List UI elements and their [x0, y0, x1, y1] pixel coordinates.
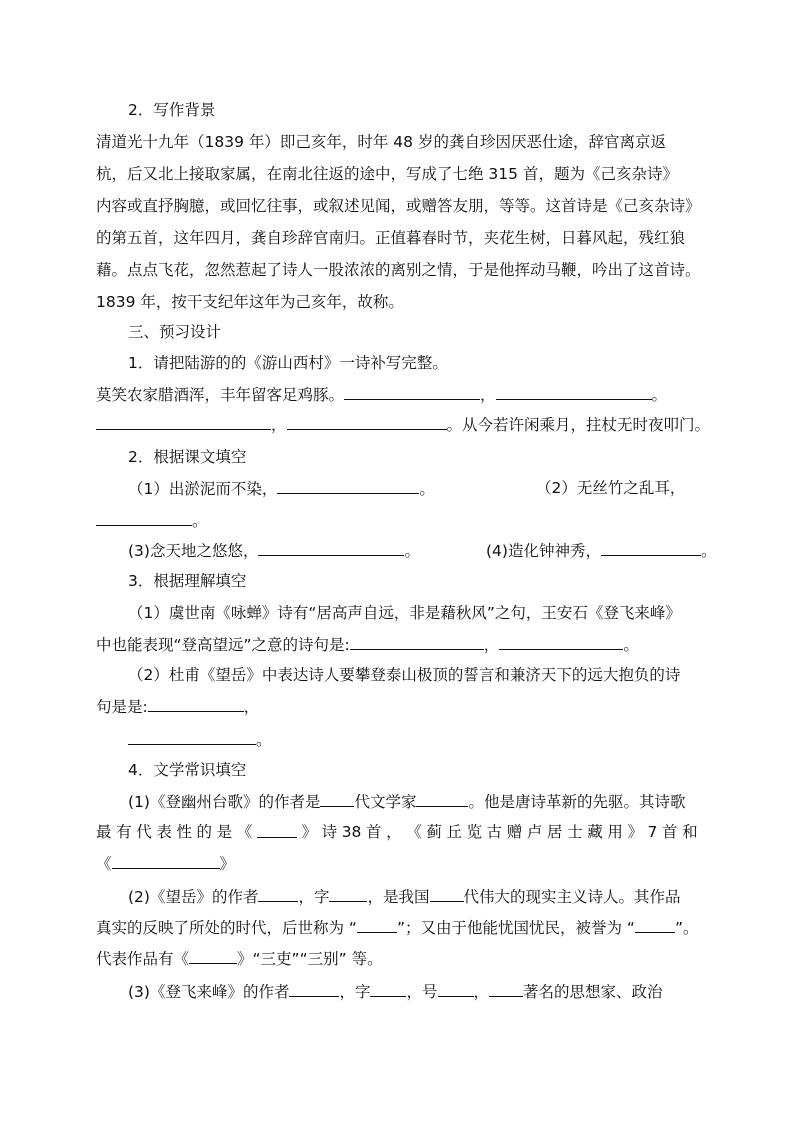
- question-4-b-line-1: [128, 886, 681, 906]
- comma: ，: [271, 416, 287, 434]
- paragraph-line: 杭，后又北上接取家属，在南北往返的途中，写成了七绝 315 首，题为《己亥杂诗》: [96, 165, 678, 183]
- answer-blank[interactable]: [438, 981, 474, 997]
- answer-blank[interactable]: [287, 414, 447, 430]
- answer-blank[interactable]: [96, 510, 192, 526]
- question-1-line-2: [96, 414, 710, 434]
- answer-blank[interactable]: [489, 981, 523, 997]
- question-text: ”。: [674, 919, 699, 937]
- paragraph-line: 藉。点点飞花，忽然惹起了诗人一股浓浓的离别之情，于是他挥动马鞭，吟出了这首诗。: [96, 261, 701, 279]
- question-4-a-line-2: [96, 822, 698, 842]
- question-2-item-4: [486, 540, 716, 560]
- justified-char: 卢: [526, 823, 543, 841]
- justified-char: 7: [647, 823, 658, 841]
- answer-blank[interactable]: [370, 981, 406, 997]
- period: 。: [700, 542, 717, 560]
- justified-char: 》: [627, 823, 643, 841]
- justified-char: 丘: [446, 823, 462, 841]
- justified-char: 《: [406, 823, 422, 841]
- question-1-prompt: 1．请把陆游的的《游山西村》一诗补写完整。: [128, 354, 448, 372]
- answer-blank[interactable]: [344, 384, 480, 400]
- justified-char: 首: [662, 823, 678, 841]
- answer-blank[interactable]: [430, 886, 464, 902]
- question-4-a-line-1: [128, 791, 686, 811]
- question-3-prompt: 3．根据理解填空: [128, 572, 247, 590]
- answer-blank[interactable]: [128, 729, 256, 745]
- justified-char: 代: [136, 823, 152, 841]
- justified-char: 居: [547, 823, 563, 841]
- question-2-item-2: （2）无丝竹之乱耳，: [536, 479, 686, 497]
- question-3-a-line-1: （1）虞世南《咏蝉》诗有“居高声自远，非是藉秋风”之句，王安石《登飞来峰》: [128, 604, 681, 622]
- justified-char: 览: [466, 823, 483, 841]
- question-text: 代文学家: [354, 793, 417, 811]
- question-text: 代表作品有《: [96, 950, 190, 968]
- question-text: ，是我国: [367, 888, 430, 906]
- answer-blank[interactable]: [189, 948, 237, 964]
- comma: ，: [480, 386, 496, 404]
- question-text: 中也能表现“登高望远”之意的诗句是:: [96, 636, 350, 654]
- justified-char: 38: [341, 823, 362, 841]
- justified-char: 诗: [321, 823, 338, 841]
- question-text: 》“三吏”“三别” 等。: [237, 950, 383, 968]
- justified-char: 士: [567, 823, 583, 841]
- justified-char: 赠: [506, 823, 523, 841]
- poem-text: (3)念天地之悠悠，: [128, 542, 259, 560]
- question-text: 》: [219, 855, 236, 873]
- question-text: ，字: [298, 888, 330, 906]
- question-4-b-line-3: [96, 948, 383, 968]
- comma: ，: [483, 636, 500, 654]
- answer-blank[interactable]: [357, 917, 397, 933]
- answer-blank[interactable]: [329, 886, 367, 902]
- answer-blank[interactable]: [496, 384, 652, 400]
- justified-char: 首: [366, 823, 382, 841]
- period: 。: [256, 731, 272, 749]
- justified-char: 和: [682, 823, 698, 841]
- question-text: (1)《登幽州台歌》的作者是: [128, 793, 321, 811]
- question-4-c-line-1: [128, 981, 663, 1001]
- justified-char: 有: [116, 823, 132, 841]
- answer-blank[interactable]: [258, 540, 404, 556]
- justified-char: 最: [96, 823, 112, 841]
- comma: ，: [243, 698, 260, 716]
- answer-blank[interactable]: [112, 853, 220, 869]
- answer-blank[interactable]: [148, 696, 244, 712]
- paragraph-line: 清道光十九年（1839 年）即己亥年，时年 48 岁的龚自珍因厌恶仕途，辞官离京返: [96, 133, 666, 151]
- justified-char: 藏: [587, 823, 603, 841]
- answer-blank[interactable]: [257, 822, 297, 838]
- answer-blank[interactable]: [258, 886, 298, 902]
- period: 。: [651, 386, 668, 404]
- paragraph-line: 1839 年，按干支纪年这年为己亥年，故称。: [96, 293, 404, 311]
- poem-text: (4)造化钟神秀，: [486, 542, 601, 560]
- paragraph-line: 的第五首，这年四月，龚自珍辞官南归。正值暮春时节，夹花生树，日暮风起，残红狼: [96, 229, 686, 247]
- question-4-a-line-3: [96, 853, 235, 873]
- question-text: ，字: [339, 983, 371, 1001]
- justified-char: 性: [176, 823, 192, 841]
- justified-char: 表: [156, 823, 172, 841]
- question-text: ，: [473, 983, 490, 1001]
- question-1-line-1: [96, 384, 667, 404]
- justified-char: 古: [486, 823, 503, 841]
- question-3-a-line-2: [96, 634, 639, 654]
- question-text: 著名的思想家、政治: [523, 983, 663, 1001]
- answer-blank[interactable]: [635, 917, 675, 933]
- question-text: 句是是:: [96, 698, 148, 716]
- justified-char: 的: [196, 823, 213, 841]
- answer-blank[interactable]: [320, 791, 354, 807]
- answer-blank[interactable]: [601, 540, 701, 556]
- poem-text: 莫笑农家腊酒浑，丰年留客足鸡豚。: [96, 386, 345, 404]
- question-text: (2)《望岳》的作者: [128, 888, 259, 906]
- question-text: ”；又由于他能忧国忧民，被誉为 “: [396, 919, 635, 937]
- poem-text: （1）出淤泥而不染，: [128, 480, 278, 498]
- question-text: (3)《登飞来峰》的作者: [128, 983, 290, 1001]
- justified-char: 蓟: [426, 823, 442, 841]
- justified-char: 《: [236, 823, 253, 841]
- period: 。: [192, 512, 208, 530]
- answer-blank[interactable]: [416, 791, 468, 807]
- period: 。: [404, 542, 420, 560]
- justified-char: 是: [216, 823, 233, 841]
- poem-text: 。从今若许闲乘月，拄杖无时夜叩门。: [446, 416, 711, 434]
- period: 。: [419, 480, 435, 498]
- justified-char: 》: [301, 823, 317, 841]
- question-3-b-line-1: （2）杜甫《望岳》中表达诗人要攀登泰山极顶的誓言和兼济天下的远大抱负的诗: [128, 666, 681, 684]
- answer-blank[interactable]: [96, 414, 271, 430]
- paragraph-line: 内容或直抒胸臆，或回忆往事，或叙述见闻，或赠答友朋，等等。这首诗是《己亥杂诗》: [96, 197, 701, 215]
- question-text: 代伟大的现实主义诗人。其作品: [463, 888, 681, 906]
- answer-blank[interactable]: [277, 478, 419, 494]
- question-3-b-line-2: [96, 696, 259, 716]
- justified-char: 用: [607, 823, 623, 841]
- question-2-item-3: [128, 540, 420, 560]
- question-3-b-line-3: [128, 729, 272, 749]
- question-2-item-2-answer: [96, 510, 208, 530]
- question-2-prompt: 2．根据课文填空: [128, 448, 247, 466]
- question-text: 。他是唐诗革新的先驱。其诗歌: [468, 793, 686, 811]
- answer-blank[interactable]: [350, 634, 484, 650]
- justified-char: ，: [386, 823, 402, 841]
- question-text: 真实的反映了所处的时代，后世称为 “: [96, 919, 357, 937]
- period: 。: [623, 636, 639, 654]
- question-2-item-1: [128, 478, 435, 498]
- question-4-prompt: 4．文学常识填空: [128, 761, 247, 779]
- section-heading-background: 2．写作背景: [128, 101, 216, 119]
- answer-blank[interactable]: [499, 634, 623, 650]
- question-text: 《: [96, 855, 112, 873]
- section-heading-preview: 三、预习设计: [128, 323, 222, 341]
- question-text: ，号: [406, 983, 438, 1001]
- answer-blank[interactable]: [289, 981, 339, 997]
- question-4-b-line-2: [96, 917, 699, 937]
